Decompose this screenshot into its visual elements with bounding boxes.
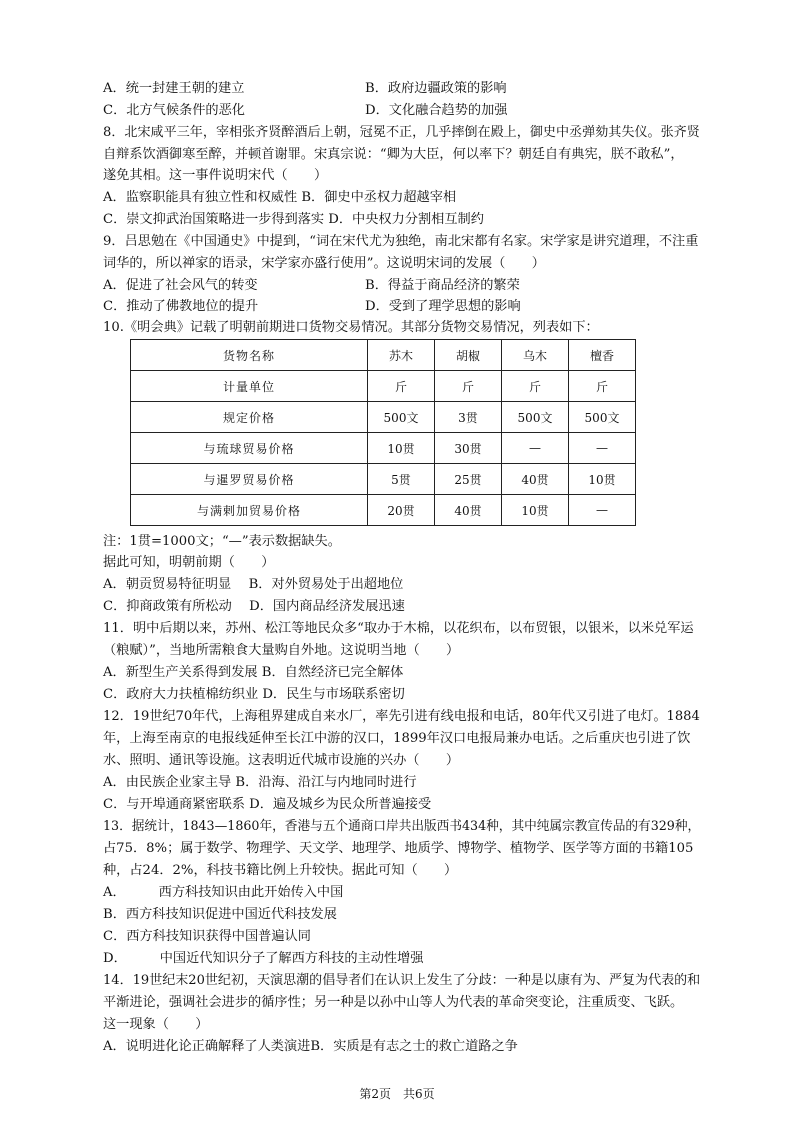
- q8-stem-line: 8．北宋咸平三年，宰相张齐贤醉酒后上朝，冠冕不正，几乎摔倒在殿上，御史中丞弹劾其失仪。张齐贤: [103, 125, 700, 140]
- table-cell: —: [569, 495, 636, 526]
- table-row: [131, 371, 636, 402]
- table-cell: 40贯: [502, 464, 569, 495]
- table-cell: 500文: [569, 402, 636, 433]
- q14-stem-line: 14．19世纪末20世纪初，天演思潮的倡导者们在认识上发生了分歧：一种是以康有为、严复为代表的和: [103, 973, 701, 988]
- q11-options-cd: C．政府大力扶植棉纺织业 D．民生与市场联系密切: [103, 687, 405, 702]
- q11-options-ab: A．新型生产关系得到发展 B．自然经济已完全解体: [103, 665, 404, 680]
- q10-options-cd: C．抑商政策有所松动 D．国内商品经济发展迅速: [103, 599, 405, 614]
- q11-stem-line: 11．明中后期以来，苏州、松江等地民众多“取办于木棉，以花织布，以布贸银，以银米，以米兑军运: [103, 621, 694, 636]
- table-cell: 20贯: [368, 495, 435, 526]
- table-cell: 计量单位: [131, 371, 368, 402]
- q8-options-cd: C．崇文抑武治国策略进一步得到落实 D．中央权力分割相互制约: [103, 212, 484, 227]
- q10-trade-table: [130, 339, 636, 526]
- table-row: [131, 495, 636, 526]
- q13-option-d: D． 中国近代知识分子了解西方科技的主动性增强: [103, 951, 424, 966]
- q13-stem-line: 种，占24．2%，科技书籍比例上升较快。据此可知（ ）: [103, 863, 458, 878]
- q8-options-ab: A．监察职能具有独立性和权威性 B．御史中丞权力超越宰相: [103, 190, 457, 205]
- table-cell: —: [502, 433, 569, 464]
- table-header-cell: 胡椒: [435, 340, 502, 371]
- q10-ask: 据此可知，明朝前期（ ）: [103, 555, 275, 570]
- table-cell: 30贯: [435, 433, 502, 464]
- table-row: [131, 402, 636, 433]
- table-cell: 与琉球贸易价格: [131, 433, 368, 464]
- q12-stem-line: 年，上海至南京的电报线延伸至长江中游的汉口，1899年汉口电报局兼办电话。之后重庆也引进了饮: [103, 731, 691, 746]
- q7-option-a: A．统一封建王朝的建立: [103, 81, 245, 96]
- table-cell: 规定价格: [131, 402, 368, 433]
- q14-stem-line: 平渐进论，强调社会进步的循序性；另一种是以孙中山等人为代表的革命突变论，注重质变、飞跃。: [103, 995, 684, 1010]
- q10-options-ab: A．朝贡贸易特征明显 B．对外贸易处于出超地位: [103, 577, 404, 592]
- page-footer: 第2页 共6页: [359, 1087, 435, 1101]
- q9-option-b: B．得益于商品经济的繁荣: [365, 278, 520, 293]
- table-cell: 与满剌加贸易价格: [131, 495, 368, 526]
- q10-note: 注：1贯=1000文；“—”表示数据缺失。: [103, 534, 341, 549]
- table-header-cell: 乌木: [502, 340, 569, 371]
- q12-options-ab: A．由民族企业家主导 B．沿海、沿江与内地同时进行: [103, 775, 417, 790]
- table-cell: 25贯: [435, 464, 502, 495]
- q13-option-a: A． 西方科技知识由此开始传入中国: [103, 885, 344, 900]
- q13-option-c: C．西方科技知识获得中国普遍认同: [103, 929, 311, 944]
- table-cell: 斤: [368, 371, 435, 402]
- q9-stem-line: 词华的，所以禅家的语录，宋学家亦盛行使用”。这说明宋词的发展（ ）: [103, 256, 545, 271]
- q12-options-cd: C．与开埠通商紧密联系 D．遍及城乡为民众所普遍接受: [103, 797, 432, 812]
- table-header-cell: 货物名称: [131, 340, 368, 371]
- q7-option-d: D．文化融合趋势的加强: [365, 103, 508, 118]
- table-cell: 3贯: [435, 402, 502, 433]
- q8-stem-line: 自辩系饮酒御寒至醉，并顿首谢罪。宋真宗说：“卿为大臣，何以率下？朝廷自有典宪，朕不敢私”，: [103, 147, 684, 162]
- table-row: [131, 464, 636, 495]
- q9-option-d: D．受到了理学思想的影响: [365, 299, 521, 314]
- q8-stem-line: 遂免其相。这一事件说明宋代（ ）: [103, 168, 328, 183]
- table-cell: 斤: [435, 371, 502, 402]
- q7-option-b: B．政府边疆政策的影响: [365, 81, 507, 96]
- q13-stem-line: 13．据统计，1843—1860年，香港与五个通商口岸共出版西书434种，其中纯属宗教宣传品的有329种，: [103, 819, 701, 834]
- table-cell: 500文: [368, 402, 435, 433]
- q9-stem-line: 9．吕思勉在《中国通史》中提到，“词在宋代尤为独绝，南北宋都有名家。宋学家是讲究道理，不注重: [103, 234, 699, 249]
- table-cell: 10贯: [569, 464, 636, 495]
- q11-stem-line: （粮赋）”，当地所需粮食大量购自外地。这说明当地（ ）: [103, 643, 460, 658]
- table-header-cell: 苏木: [368, 340, 435, 371]
- q7-option-c: C．北方气候条件的恶化: [103, 103, 245, 118]
- q12-stem-line: 12．19世纪70年代，上海租界建成自来水厂，率先引进有线电报和电话，80年代又引进了电灯。1884: [103, 709, 700, 724]
- table-cell: —: [569, 433, 636, 464]
- q14-stem-line: 这一现象（ ）: [103, 1017, 209, 1032]
- q10-stem: 10.《明会典》记载了明朝前期进口货物交易情况。其部分货物交易情况，列表如下：: [103, 320, 599, 335]
- q12-stem-line: 水、照明、通讯等设施。这表明近代城市设施的兴办（ ）: [103, 753, 460, 768]
- table-cell: 与暹罗贸易价格: [131, 464, 368, 495]
- table-cell: 40贯: [435, 495, 502, 526]
- table-header-row: [131, 340, 636, 371]
- q9-option-c: C．推动了佛教地位的提升: [103, 299, 259, 314]
- table-row: [131, 433, 636, 464]
- q14-options-ab: A．说明进化论正确解释了人类演进B．实质是有志之士的救亡道路之争: [103, 1039, 518, 1054]
- table-cell: 500文: [502, 402, 569, 433]
- table-cell: 斤: [569, 371, 636, 402]
- table-header-cell: 檀香: [569, 340, 636, 371]
- table-cell: 10贯: [368, 433, 435, 464]
- table-cell: 5贯: [368, 464, 435, 495]
- q13-stem-line: 占75．8%；属于数学、物理学、天文学、地理学、地质学、博物学、植物学、医学等方面的书籍105: [103, 841, 694, 856]
- table-cell: 斤: [502, 371, 569, 402]
- table-cell: 10贯: [502, 495, 569, 526]
- q9-option-a: A．促进了社会风气的转变: [103, 278, 258, 293]
- q13-option-b: B．西方科技知识促进中国近代科技发展: [103, 907, 337, 922]
